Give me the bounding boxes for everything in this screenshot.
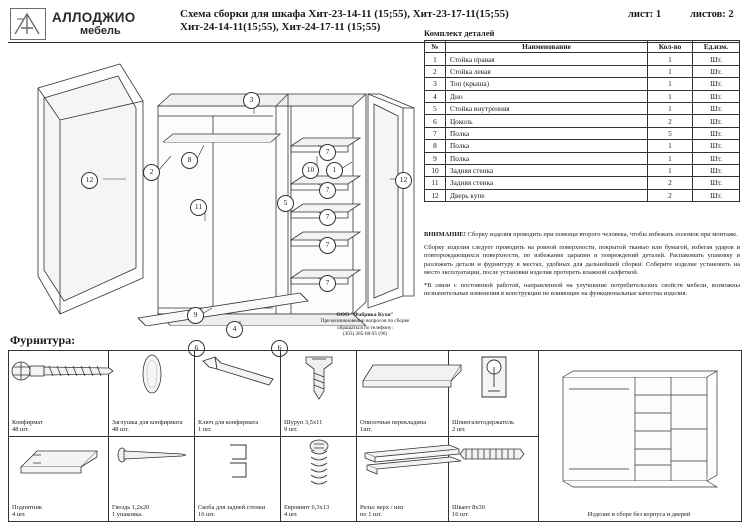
furniture-item-name: Шпингалетодержатель [452,418,515,426]
cell-name: Стойка внутренняя [446,102,648,114]
cell-name: Полка [446,152,648,164]
cell-name: Стойка левая [446,65,648,77]
cell-unit: Шт. [693,164,740,176]
cell-qty: 1 [648,65,693,77]
callout-balloon-9: 9 [187,307,204,324]
callout-balloon-5: 5 [277,195,294,212]
furniture-caption [452,504,485,519]
furniture-item-qty: 1 шт. [198,426,212,434]
cell-name: Цоколь [446,115,648,127]
table-row [425,115,740,127]
table-row [425,78,740,90]
callout-balloon-3: 3 [243,92,260,109]
furniture-item-qty: 2 шт. [452,426,466,434]
confirmat-screw-icon [9,351,108,413]
cell-number: 7 [425,127,446,139]
parts-table [424,40,740,202]
cell-unit: Шт. [693,102,740,114]
cell-unit: Шт. [693,152,740,164]
cell-qty: 1 [648,90,693,102]
furniture-caption [452,419,514,434]
furniture-cell-bar [357,351,449,436]
furniture-item-qty: 1 упаковка. [112,511,143,519]
cell-qty: 5 [648,127,693,139]
furniture-item-qty: 9 шт. [284,426,298,434]
cell-number: 2 [425,65,446,77]
furniture-item-name: Шкант 8х30 [452,503,485,511]
cell-number: 12 [425,189,446,201]
furniture-caption [112,419,183,434]
factory-line3: обращаться по телефону: [337,324,393,331]
cell-number: 4 [425,90,446,102]
furniture-item-qty: 1шт. [360,426,373,434]
cell-unit: Шт. [693,65,740,77]
cell-qty: 1 [648,152,693,164]
cell-qty: 1 [648,78,693,90]
furniture-cell-assembled-wardrobe [539,351,739,521]
callout-balloon-7: 7 [319,144,336,161]
cell-unit: Шт. [693,140,740,152]
cell-number: 9 [425,152,446,164]
furniture-caption [360,504,403,519]
col-unit: Ед.изм. [693,41,740,53]
cell-qty: 1 [648,102,693,114]
screw-icon [281,351,356,413]
cell-unit: Шт. [693,177,740,189]
table-row [425,102,740,114]
brand-subtitle: мебель [80,25,121,37]
assembled-wardrobe-icon [539,351,739,509]
furniture-item-qty: по 1 шт. [360,511,382,519]
table-row [425,53,740,65]
foot-plate-icon [9,437,108,499]
cell-number: 3 [425,78,446,90]
cell-name: Стойка правая [446,53,648,65]
cell-name: Дверь купе [446,189,648,201]
furniture-item-name: Рельс верх / низ [360,503,404,511]
table-row [425,177,740,189]
cell-number: 6 [425,115,446,127]
cell-unit: Шт. [693,127,740,139]
furniture-item-name: Евровинт 6,3х13 [284,503,330,511]
furniture-caption [198,504,265,519]
factory-contact [300,312,430,338]
furniture-item-name: Изделие в сборе без корпуса и дверей [587,511,691,519]
sheet-total: листов: 2 [690,9,734,20]
cell-number: 11 [425,177,446,189]
furniture-item-name: Подпятник [12,503,42,511]
cell-qty: 1 [648,53,693,65]
callout-balloon-2: 2 [143,164,160,181]
callout-balloon-7: 7 [319,237,336,254]
furniture-caption [12,504,42,519]
dowel-icon [449,437,538,499]
callout-balloon-12: 12 [81,172,98,189]
furniture-cell-rail [357,436,449,521]
cell-qty: 1 [648,164,693,176]
page-title [180,8,620,34]
cell-name: Полка [446,140,648,152]
furniture-caption [112,504,149,519]
warning-lead: ВНИМАНИЕ! [424,231,466,238]
furniture-grid [8,350,742,522]
furniture-caption [12,419,43,434]
furniture-item-qty: 16 шт. [452,511,469,519]
furniture-cell-confirmat-screw [9,351,109,436]
callout-balloon-6: 6 [188,340,205,357]
eurobolt-icon [281,437,356,499]
cell-name: Полка [446,127,648,139]
rail-icon [357,437,448,499]
factory-phone: (303) 285-60-95 (96) [342,331,388,338]
table-row [425,127,740,139]
furniture-caption [284,419,322,434]
furniture-item-qty: 16 шт. [198,511,215,519]
callout-balloon-12: 12 [395,172,412,189]
callout-balloon-6: 6 [271,340,288,357]
table-row [425,90,740,102]
bracket-holder-icon [449,351,538,413]
cell-number: 8 [425,140,446,152]
factory-name: ООО "Фабрика Кухн" [336,312,394,318]
staple-icon [195,437,280,499]
callout-balloon-1: 1 [326,162,343,179]
warning-first-paragraph [424,231,740,239]
allen-key-icon [195,351,280,413]
furniture-item-name: Заглушка для конфирмата [112,418,183,426]
callout-balloon-4: 4 [226,321,243,338]
table-header-row [425,41,740,53]
page-title-line1: Схема сборки для шкафа Хит-23-14-11 (15;55), Хит-23-17-11(15;55) [180,8,509,20]
cell-qty: 2 [648,189,693,201]
col-number: № [425,41,446,53]
cell-number: 1 [425,53,446,65]
cell-unit: Шт. [693,78,740,90]
cell-name: Дно [446,90,648,102]
factory-line2: При возникновении вопросов по сборке [320,318,410,325]
furniture-item-name: Шуруп 3,5х11 [284,418,323,426]
cell-unit: Шт. [693,90,740,102]
warning-p3: *В связи с постоянной работой, направленной на улучшение потребительских свойств мебели, возможны незначительные изменения в конструкции не влияющие на функциональные качества изделия. [424,282,740,298]
furniture-cell-bracket-holder [449,351,539,436]
cell-name: Задняя стенка [446,177,648,189]
warning-p2: Сборку изделия следует проводить на ровной поверхности, покрытой тканью или бумагой, избегая ударов и повторождающихся поверхности, по избежание царапин и повреждений деталей. Распакомать упаковку и разложить детали и фурнитуру в местах, удобных для дальнейшей сборки. Соберите изделие установить на место эксплуатации, после установки изделия протереть влажной салфеткой. [424,244,740,276]
cell-unit: Шт. [693,53,740,65]
furniture-caption [539,511,739,519]
furniture-cell-screw [281,351,357,436]
furniture-cell-staple [195,436,281,521]
furniture-caption [198,419,258,434]
furniture-item-name: Скоба для задней стенки [198,503,266,511]
furniture-item-qty: 4 шт. [12,511,26,519]
callout-balloon-11: 11 [190,199,207,216]
cell-qty: 2 [648,115,693,127]
callout-balloon-10: 10 [302,162,319,179]
furniture-item-qty: 48 шт. [12,426,29,434]
warning-p1: Сборку изделия проводить при помощи второго человека, чтобы избежать поломок при монтаже. [467,231,738,238]
brand-name: АЛЛОДЖИО [52,10,136,25]
nail-icon [109,437,194,499]
table-row [425,65,740,77]
cell-number: 10 [425,164,446,176]
col-qty: Кол-во [648,41,693,53]
sheet-number: лист: 1 [628,9,662,20]
furniture-caption [284,504,329,519]
furniture-item-qty: 4 шт. [284,511,298,519]
cap-ellipse-icon [109,351,194,413]
cell-qty: 2 [648,177,693,189]
cell-number: 5 [425,102,446,114]
furniture-item-name: Ключ для конфирмата [198,418,259,426]
warning-block [424,231,740,303]
callout-balloon-7: 7 [319,275,336,292]
page-title-line2: Хит-24-14-11(15;55), Хит-24-17-11 (15;55) [180,21,381,33]
cell-qty: 1 [648,140,693,152]
table-row [425,164,740,176]
callout-balloon-8: 8 [181,152,198,169]
cell-unit: Шт. [693,189,740,201]
furniture-cell-nail [109,436,195,521]
table-row [425,152,740,164]
furniture-item-qty: 48 шт. [112,426,129,434]
cell-unit: Шт. [693,115,740,127]
cell-name: Задняя стенка [446,164,648,176]
furniture-cell-dowel [449,436,539,521]
furniture-cell-allen-key [195,351,281,436]
logo-mark-icon [10,8,46,40]
cell-name: Топ (крыша) [446,78,648,90]
table-row [425,140,740,152]
brand-logo [10,8,170,42]
col-name: Наименование [446,41,648,53]
furniture-item-name: Опилочная перекладина [360,418,427,426]
furniture-item-name: Гвоздь 1,2х20 [112,503,150,511]
furniture-cell-cap-ellipse [109,351,195,436]
callout-balloon-7: 7 [319,182,336,199]
furniture-item-name: Конфирмат [12,418,43,426]
callout-balloon-7: 7 [319,209,336,226]
table-row [425,189,740,201]
furniture-section-title: Фурнитура: [10,333,76,347]
parts-table-caption: Комплект деталей [424,28,495,38]
furniture-caption [360,419,426,434]
furniture-cell-foot-plate [9,436,109,521]
bar-icon [357,351,448,413]
furniture-cell-eurobolt [281,436,357,521]
